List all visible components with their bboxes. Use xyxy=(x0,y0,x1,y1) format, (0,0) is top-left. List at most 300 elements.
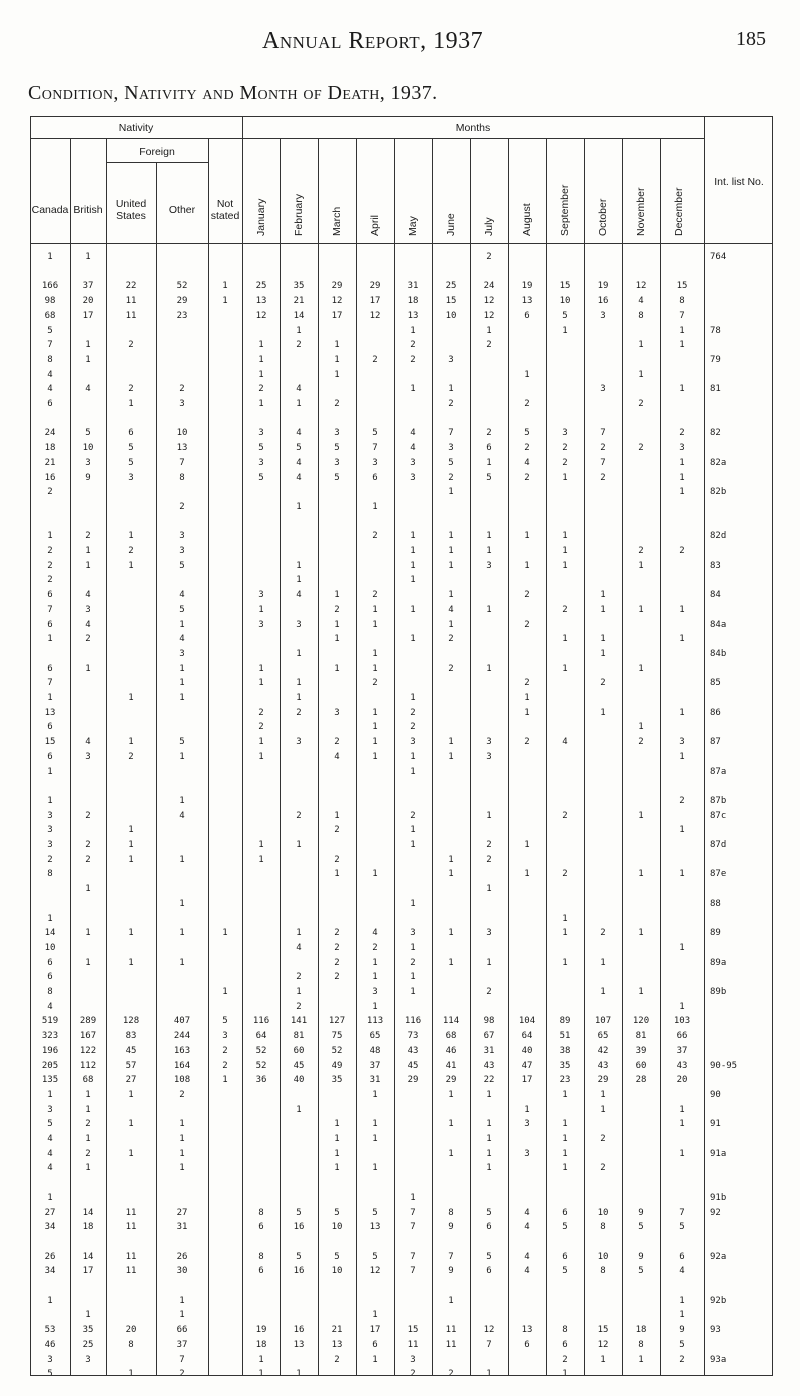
count-cell: 3 xyxy=(258,590,264,601)
count-cell: 18 xyxy=(635,1325,647,1336)
count-cell: 11 xyxy=(125,1207,137,1218)
count-cell: 1 xyxy=(486,1148,492,1159)
count-cell: 1 xyxy=(448,1119,454,1130)
count-cell: 1 xyxy=(334,1163,340,1174)
count-cell: 26 xyxy=(44,1251,56,1262)
count-cell: 8 xyxy=(179,472,185,483)
count-cell: 1 xyxy=(448,1295,454,1306)
count-cell: 1 xyxy=(296,1104,302,1115)
count-cell: 1 xyxy=(334,869,340,880)
count-cell: 3 xyxy=(85,751,91,762)
int-list-cell: 84a xyxy=(710,619,727,630)
count-cell: 10 xyxy=(44,942,56,953)
count-cell: 1 xyxy=(638,722,644,733)
count-cell: 20 xyxy=(676,1075,688,1086)
count-cell: 1 xyxy=(128,693,134,703)
count-cell: 12 xyxy=(483,310,495,321)
count-cell: 167 xyxy=(79,1031,97,1042)
count-cell: 16 xyxy=(293,1325,305,1336)
running-header xyxy=(0,14,800,54)
count-cell: 4 xyxy=(179,634,185,645)
count-cell: 3 xyxy=(334,457,340,468)
header-month: June xyxy=(445,213,457,236)
count-cell: 14 xyxy=(82,1251,94,1262)
count-cell: 1 xyxy=(448,560,454,571)
count-cell: 4 xyxy=(524,1207,530,1218)
count-cell: 3 xyxy=(179,648,185,659)
count-cell: 23 xyxy=(559,1075,571,1086)
count-cell: 7 xyxy=(448,1251,454,1262)
count-cell: 4 xyxy=(372,928,378,939)
count-cell: 11 xyxy=(125,1251,137,1262)
count-cell: 323 xyxy=(41,1031,59,1042)
count-cell: 13 xyxy=(521,1325,533,1336)
count-cell: 8 xyxy=(448,1207,454,1218)
count-cell: 31 xyxy=(176,1222,188,1233)
count-cell: 5 xyxy=(128,457,134,468)
column-rule xyxy=(318,138,319,1376)
count-cell: 244 xyxy=(173,1031,191,1042)
count-cell: 107 xyxy=(594,1016,612,1027)
count-cell: 2 xyxy=(679,428,685,439)
count-cell: 17 xyxy=(82,1266,94,1277)
count-cell: 5 xyxy=(179,604,185,615)
count-cell: 4 xyxy=(524,1222,530,1233)
count-cell: 6 xyxy=(47,663,53,674)
count-cell: 1 xyxy=(296,693,302,703)
count-cell: 2 xyxy=(562,604,568,615)
row-rule xyxy=(30,243,772,244)
count-cell: 1 xyxy=(562,531,568,542)
count-cell: 2 xyxy=(486,840,492,850)
count-cell: 20 xyxy=(82,296,94,307)
count-cell: 1 xyxy=(334,634,340,645)
count-cell: 5 xyxy=(638,1222,644,1233)
count-cell: 3 xyxy=(258,457,264,468)
count-cell: 1 xyxy=(410,751,416,762)
count-cell: 113 xyxy=(366,1016,384,1027)
int-list-cell: 92b xyxy=(710,1295,727,1306)
count-cell: 5 xyxy=(334,443,340,454)
count-cell: 519 xyxy=(41,1016,59,1027)
count-cell: 5 xyxy=(128,443,134,454)
count-cell: 1 xyxy=(679,1001,685,1012)
count-cell: 52 xyxy=(176,281,188,292)
count-cell: 1 xyxy=(258,737,264,748)
count-cell: 141 xyxy=(290,1016,308,1027)
count-cell: 1 xyxy=(638,928,644,939)
count-cell: 1 xyxy=(258,854,264,865)
count-cell: 2 xyxy=(258,722,264,733)
count-cell: 1 xyxy=(179,1119,185,1130)
count-cell: 1 xyxy=(179,795,185,806)
count-cell: 8 xyxy=(600,1266,606,1277)
count-cell: 3 xyxy=(258,428,264,439)
count-cell: 3 xyxy=(47,810,53,821)
header-not-stated: Not stated xyxy=(210,198,240,222)
count-cell: 21 xyxy=(293,296,305,307)
count-cell: 1 xyxy=(448,546,454,556)
count-cell: 1 xyxy=(372,722,378,733)
count-cell: 2 xyxy=(600,443,606,454)
count-cell: 1 xyxy=(679,942,685,953)
count-cell: 7 xyxy=(600,457,606,468)
count-cell: 11 xyxy=(445,1339,457,1350)
count-cell: 122 xyxy=(79,1045,97,1056)
count-cell: 1 xyxy=(410,546,416,556)
count-cell: 13 xyxy=(521,296,533,307)
count-cell: 41 xyxy=(445,1060,457,1071)
count-cell: 7 xyxy=(600,428,606,439)
count-cell: 1 xyxy=(679,325,685,336)
count-cell: 1 xyxy=(486,325,492,336)
count-cell: 1 xyxy=(372,737,378,748)
count-cell: 3 xyxy=(179,531,185,542)
count-cell: 1 xyxy=(410,560,416,571)
header-other: Other xyxy=(168,204,196,216)
count-cell: 2 xyxy=(334,825,340,836)
count-cell: 16 xyxy=(597,296,609,307)
int-list-cell: 82a xyxy=(710,457,727,468)
count-cell: 1 xyxy=(372,619,378,630)
count-cell: 1 xyxy=(258,678,264,689)
int-list-cell: 89a xyxy=(710,957,727,968)
count-cell: 81 xyxy=(293,1031,305,1042)
count-cell: 15 xyxy=(676,281,688,292)
count-cell: 1 xyxy=(410,825,416,836)
count-cell: 1 xyxy=(410,942,416,953)
count-cell: 1 xyxy=(486,884,492,895)
count-cell: 1 xyxy=(179,1148,185,1159)
count-cell: 103 xyxy=(673,1016,691,1027)
count-cell: 5 xyxy=(47,325,53,336)
count-cell: 2 xyxy=(296,972,302,983)
count-cell: 1 xyxy=(296,575,302,586)
int-list-cell: 91 xyxy=(710,1119,721,1130)
count-cell: 1 xyxy=(85,1104,91,1115)
count-cell: 5 xyxy=(258,443,264,454)
count-cell: 1 xyxy=(47,634,53,645)
count-cell: 7 xyxy=(486,1339,492,1350)
count-cell: 7 xyxy=(410,1222,416,1233)
count-cell: 1 xyxy=(85,1134,91,1144)
count-cell: 66 xyxy=(676,1031,688,1042)
count-cell: 2 xyxy=(85,531,91,542)
count-cell: 1 xyxy=(85,354,91,365)
count-cell: 53 xyxy=(44,1325,56,1336)
count-cell: 1 xyxy=(486,531,492,542)
count-cell: 1 xyxy=(562,1089,568,1100)
count-cell: 9 xyxy=(85,472,91,483)
count-cell: 2 xyxy=(679,1354,685,1365)
count-cell: 2 xyxy=(334,928,340,939)
int-list-cell: 87e xyxy=(710,869,727,880)
int-list-cell: 83 xyxy=(710,560,721,571)
count-cell: 1 xyxy=(600,1354,606,1365)
count-cell: 4 xyxy=(524,1266,530,1277)
count-cell: 8 xyxy=(47,869,53,880)
count-cell: 1 xyxy=(179,1295,185,1306)
count-cell: 7 xyxy=(410,1266,416,1277)
count-cell: 4 xyxy=(47,1001,53,1012)
count-cell: 7 xyxy=(679,1207,685,1218)
count-cell: 3 xyxy=(334,707,340,718)
count-cell: 1 xyxy=(128,531,134,542)
count-cell: 17 xyxy=(82,310,94,321)
count-cell: 1 xyxy=(85,884,91,895)
count-cell: 1 xyxy=(47,252,53,262)
count-cell: 2 xyxy=(372,942,378,953)
count-cell: 65 xyxy=(369,1031,381,1042)
header-month: May xyxy=(407,216,419,236)
count-cell: 1 xyxy=(372,1119,378,1130)
row-rule xyxy=(30,138,704,139)
count-cell: 21 xyxy=(331,1325,343,1336)
int-list-cell: 89b xyxy=(710,987,727,997)
count-cell: 1 xyxy=(296,928,302,939)
count-cell: 3 xyxy=(372,987,378,997)
count-cell: 17 xyxy=(369,1325,381,1336)
count-cell: 3 xyxy=(296,619,302,630)
count-cell: 1 xyxy=(410,575,416,586)
count-cell: 1 xyxy=(486,663,492,674)
count-cell: 36 xyxy=(255,1075,267,1086)
count-cell: 1 xyxy=(372,751,378,762)
count-cell: 4 xyxy=(296,384,302,395)
count-cell: 2 xyxy=(410,722,416,733)
count-cell: 1 xyxy=(179,1134,185,1144)
count-cell: 1 xyxy=(638,1354,644,1365)
count-cell: 6 xyxy=(47,619,53,630)
count-cell: 83 xyxy=(125,1031,137,1042)
count-cell: 2 xyxy=(334,957,340,968)
count-cell: 128 xyxy=(122,1016,140,1027)
count-cell: 2 xyxy=(128,340,134,351)
count-cell: 35 xyxy=(82,1325,94,1336)
header-month: October xyxy=(597,198,609,236)
count-cell: 1 xyxy=(47,795,53,806)
count-cell: 1 xyxy=(448,531,454,542)
column-rule xyxy=(208,138,209,1376)
count-cell: 1 xyxy=(600,604,606,615)
count-cell: 15 xyxy=(559,281,571,292)
count-cell: 164 xyxy=(173,1060,191,1071)
count-cell: 1 xyxy=(85,560,91,571)
column-rule xyxy=(30,116,31,1376)
count-cell: 2 xyxy=(222,1045,228,1056)
count-cell: 17 xyxy=(369,296,381,307)
count-cell: 2 xyxy=(524,619,530,630)
count-cell: 11 xyxy=(125,310,137,321)
count-cell: 1 xyxy=(179,663,185,674)
count-cell: 8 xyxy=(679,296,685,307)
int-list-cell: 92 xyxy=(710,1207,721,1218)
count-cell: 73 xyxy=(407,1031,419,1042)
header-month: September xyxy=(559,184,571,236)
count-cell: 1 xyxy=(179,898,185,909)
count-cell: 1 xyxy=(486,810,492,821)
count-cell: 1 xyxy=(410,604,416,615)
count-cell: 1 xyxy=(85,663,91,674)
count-cell: 2 xyxy=(448,399,454,409)
count-cell: 1 xyxy=(410,693,416,703)
count-cell: 6 xyxy=(47,957,53,968)
count-cell: 1 xyxy=(258,840,264,850)
count-cell: 1 xyxy=(85,1163,91,1174)
count-cell: 1 xyxy=(448,590,454,601)
count-cell: 1 xyxy=(222,1075,228,1086)
count-cell: 4 xyxy=(296,472,302,483)
count-cell: 3 xyxy=(679,443,685,454)
count-cell: 28 xyxy=(635,1075,647,1086)
count-cell: 6 xyxy=(372,1339,378,1350)
count-cell: 3 xyxy=(47,1354,53,1365)
count-cell: 1 xyxy=(638,987,644,997)
count-cell: 1 xyxy=(562,1148,568,1159)
count-cell: 37 xyxy=(82,281,94,292)
count-cell: 1 xyxy=(524,840,530,850)
count-cell: 1 xyxy=(679,869,685,880)
int-list-cell: 88 xyxy=(710,898,721,909)
int-list-cell: 81 xyxy=(710,384,721,395)
count-cell: 3 xyxy=(486,737,492,748)
count-cell: 1 xyxy=(486,604,492,615)
count-cell: 1 xyxy=(47,766,53,777)
count-cell: 3 xyxy=(524,1148,530,1159)
count-cell: 4 xyxy=(296,457,302,468)
count-cell: 6 xyxy=(562,1339,568,1350)
count-cell: 1 xyxy=(679,457,685,468)
count-cell: 8 xyxy=(47,987,53,997)
count-cell: 5 xyxy=(486,472,492,483)
count-cell: 23 xyxy=(176,310,188,321)
header-month: April xyxy=(369,214,381,236)
count-cell: 1 xyxy=(85,928,91,939)
count-cell: 20 xyxy=(125,1325,137,1336)
count-cell: 1 xyxy=(85,1089,91,1100)
count-cell: 1 xyxy=(524,531,530,542)
count-cell: 2 xyxy=(179,384,185,395)
count-cell: 15 xyxy=(597,1325,609,1336)
count-cell: 98 xyxy=(44,296,56,307)
count-cell: 2 xyxy=(334,972,340,983)
count-cell: 2 xyxy=(222,1060,228,1071)
count-cell: 1 xyxy=(334,1148,340,1159)
count-cell: 24 xyxy=(44,428,56,439)
count-cell: 7 xyxy=(410,1207,416,1218)
count-cell: 5 xyxy=(486,1251,492,1262)
count-cell: 3 xyxy=(47,1104,53,1115)
int-list-cell: 85 xyxy=(710,678,721,689)
count-cell: 43 xyxy=(597,1060,609,1071)
count-cell: 43 xyxy=(483,1060,495,1071)
count-cell: 7 xyxy=(47,604,53,615)
count-cell: 127 xyxy=(328,1016,346,1027)
count-cell: 1 xyxy=(372,707,378,718)
count-cell: 1 xyxy=(128,840,134,850)
count-cell: 98 xyxy=(483,1016,495,1027)
count-cell: 2 xyxy=(524,590,530,601)
count-cell: 1 xyxy=(85,546,91,556)
count-cell: 2 xyxy=(85,634,91,645)
header-month: January xyxy=(255,198,267,236)
count-cell: 2 xyxy=(600,472,606,483)
count-cell: 5 xyxy=(638,1266,644,1277)
count-cell: 1 xyxy=(372,1354,378,1365)
count-cell: 18 xyxy=(407,296,419,307)
count-cell: 57 xyxy=(125,1060,137,1071)
count-cell: 43 xyxy=(407,1045,419,1056)
count-cell: 31 xyxy=(369,1075,381,1086)
count-cell: 11 xyxy=(407,1339,419,1350)
count-cell: 1 xyxy=(524,1104,530,1115)
count-cell: 66 xyxy=(176,1325,188,1336)
int-list-cell: 86 xyxy=(710,707,721,718)
count-cell: 2 xyxy=(638,737,644,748)
header-month: August xyxy=(521,203,533,236)
count-cell: 3 xyxy=(410,1354,416,1365)
int-list-cell: 764 xyxy=(710,252,727,262)
count-cell: 12 xyxy=(635,281,647,292)
count-cell: 15 xyxy=(44,737,56,748)
count-cell: 2 xyxy=(85,840,91,850)
count-cell: 1 xyxy=(258,340,264,351)
count-cell: 6 xyxy=(486,1222,492,1233)
count-cell: 3 xyxy=(448,354,454,365)
count-cell: 5 xyxy=(296,443,302,454)
count-cell: 7 xyxy=(410,1251,416,1262)
count-cell: 1 xyxy=(679,751,685,762)
count-cell: 1 xyxy=(258,751,264,762)
count-cell: 5 xyxy=(334,1251,340,1262)
count-cell: 1 xyxy=(410,634,416,645)
int-list-cell: 93 xyxy=(710,1325,721,1336)
count-cell: 1 xyxy=(448,869,454,880)
count-cell: 5 xyxy=(85,428,91,439)
count-cell: 2 xyxy=(85,1119,91,1130)
count-cell: 1 xyxy=(638,369,644,380)
count-cell: 1 xyxy=(410,766,416,777)
count-cell: 1 xyxy=(334,663,340,674)
count-cell: 3 xyxy=(85,604,91,615)
count-cell: 1 xyxy=(486,1163,492,1174)
count-cell: 1 xyxy=(372,1134,378,1144)
count-cell: 4 xyxy=(179,590,185,601)
count-cell: 1 xyxy=(222,296,228,307)
count-cell: 4 xyxy=(85,384,91,395)
count-cell: 2 xyxy=(258,384,264,395)
count-cell: 1 xyxy=(638,340,644,351)
count-cell: 116 xyxy=(252,1016,270,1027)
count-cell: 2 xyxy=(296,810,302,821)
count-cell: 2 xyxy=(296,1001,302,1012)
count-cell: 9 xyxy=(679,1325,685,1336)
count-cell: 8 xyxy=(47,354,53,365)
header-months: Months xyxy=(455,122,491,134)
count-cell: 2 xyxy=(128,384,134,395)
count-cell: 6 xyxy=(47,590,53,601)
count-cell: 2 xyxy=(372,678,378,689)
row-rule xyxy=(30,116,772,117)
count-cell: 27 xyxy=(176,1207,188,1218)
count-cell: 116 xyxy=(404,1016,422,1027)
count-cell: 4 xyxy=(296,428,302,439)
count-cell: 4 xyxy=(562,737,568,748)
count-cell: 2 xyxy=(600,928,606,939)
count-cell: 3 xyxy=(85,1354,91,1365)
count-cell: 1 xyxy=(47,913,53,924)
column-rule xyxy=(280,138,281,1376)
